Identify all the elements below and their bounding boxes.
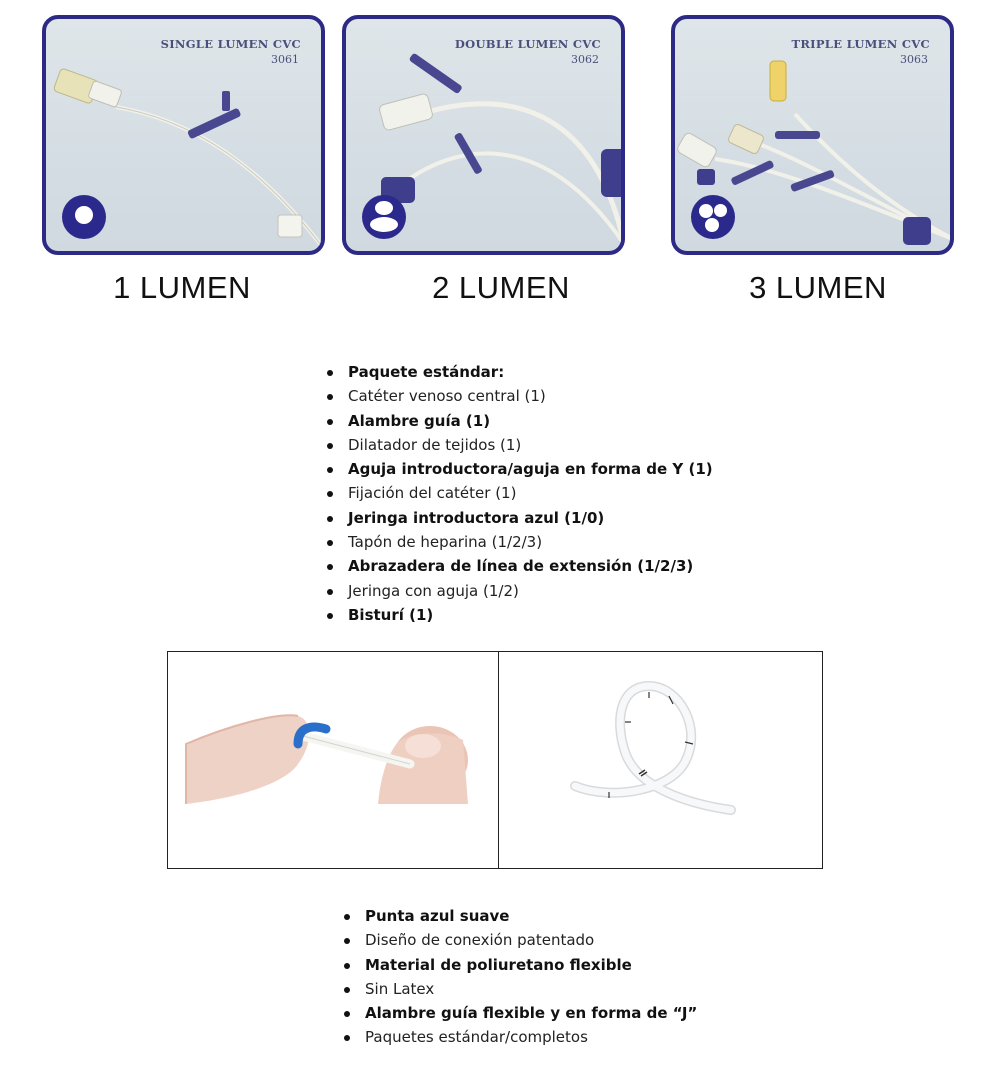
panel-title: DOUBLE LUMEN CVC <box>454 37 601 51</box>
list-item: Jeringa con aguja (1/2) <box>324 579 713 603</box>
list-item: Material de poliuretano flexible <box>341 953 697 977</box>
features-list <box>341 904 697 1050</box>
list-item: Jeringa introductora azul (1/0) <box>324 506 713 530</box>
list-item: Paquete estándar: <box>324 360 713 384</box>
single-lumen-cross-section-icon <box>62 195 106 239</box>
panel-code: 3062 <box>571 53 599 66</box>
list-item: Fijación del catéter (1) <box>324 481 713 505</box>
panel-title: SINGLE LUMEN CVC <box>160 37 301 51</box>
triple-lumen-cross-section-icon <box>691 195 735 239</box>
caption-3-lumen: 3 LUMEN <box>749 270 887 305</box>
list-item: Bisturí (1) <box>324 603 713 627</box>
panel-title: TRIPLE LUMEN CVC <box>791 37 930 51</box>
soft-blue-tip-photo <box>168 652 498 868</box>
package-contents-list <box>324 360 713 627</box>
list-item: Aguja introductora/aguja en forma de Y (1) <box>324 457 713 481</box>
triple-lumen-panel <box>671 15 954 255</box>
list-item: Sin Latex <box>341 977 697 1001</box>
list-item: Paquetes estándar/completos <box>341 1025 697 1049</box>
flexible-catheter-loop-photo <box>499 652 823 868</box>
list-item: Diseño de conexión patentado <box>341 928 697 952</box>
single-lumen-panel <box>42 15 325 255</box>
list-item: Dilatador de tejidos (1) <box>324 433 713 457</box>
product-photo-table <box>167 651 823 869</box>
panel-code: 3061 <box>271 53 299 66</box>
caption-1-lumen: 1 LUMEN <box>113 270 251 305</box>
list-item: Alambre guía flexible y en forma de “J” <box>341 1001 697 1025</box>
double-lumen-cross-section-icon <box>362 195 406 239</box>
list-item: Catéter venoso central (1) <box>324 384 713 408</box>
caption-2-lumen: 2 LUMEN <box>432 270 570 305</box>
list-item: Punta azul suave <box>341 904 697 928</box>
list-item: Abrazadera de línea de extensión (1/2/3) <box>324 554 713 578</box>
panel-code: 3063 <box>900 53 928 66</box>
double-lumen-panel <box>342 15 625 255</box>
list-item: Tapón de heparina (1/2/3) <box>324 530 713 554</box>
list-item: Alambre guía (1) <box>324 409 713 433</box>
